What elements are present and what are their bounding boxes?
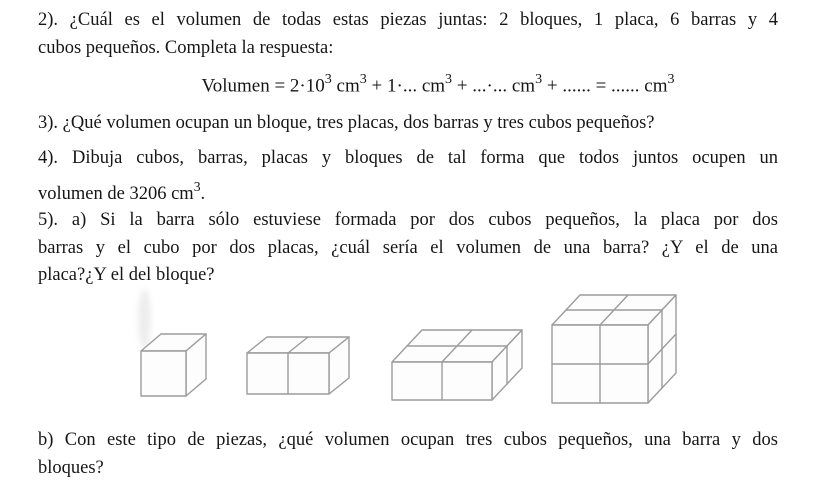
question-5a-text bbox=[38, 207, 778, 290]
question-4-line-1: 4). Dibuja cubos, barras, placas y bloques de tal forma que todos juntos ocupen un bbox=[38, 148, 778, 168]
question-5b-text bbox=[38, 426, 778, 482]
volume-formula: Volumen = $2\cdot 10^3$ $cm^3 + 1\cdot$... $cm^3$ + ...·... $cm^3$ + ...... = ...... $cm^3$ bbox=[201, 71, 675, 97]
question-5a-line-3: placa?¿Y el del bloque? bbox=[38, 265, 215, 285]
question-4-line-2: volumen de 3206 $cm^3$. bbox=[38, 179, 206, 205]
question-4-text bbox=[38, 143, 778, 209]
question-3-line-1: 3). ¿Qué volumen ocupan un bloque, tres placas, dos barras y tres cubos pequeños? bbox=[38, 113, 655, 133]
question-2-line-1: 2). ¿Cuál es el volumen de todas estas piezas juntas: 2 bloques, 1 placa, 6 barras y 4 bbox=[38, 10, 778, 30]
plate-figure bbox=[392, 330, 522, 400]
question-5a-line-1: 5). a) Si la barra sólo estuviese formada por dos cubos pequeños, la placa por dos bbox=[38, 210, 778, 230]
question-3-text bbox=[38, 110, 778, 136]
question-2-text bbox=[38, 6, 778, 62]
question-2-line-2: cubos pequeños. Completa la respuesta: bbox=[38, 38, 334, 58]
block-figure bbox=[552, 295, 676, 403]
question-5b-line-2: bloques? bbox=[38, 458, 104, 478]
bar-figure bbox=[247, 337, 349, 394]
small-cube-figure bbox=[141, 334, 206, 396]
question-5b-line-1: b) Con este tipo de piezas, ¿qué volumen ocupan tres cubos pequeños, una barra y dos bbox=[38, 430, 778, 450]
question-5a-line-2: barras y el cubo por dos placas, ¿cuál sería el volumen de una barra? ¿Y el de una bbox=[38, 237, 778, 258]
